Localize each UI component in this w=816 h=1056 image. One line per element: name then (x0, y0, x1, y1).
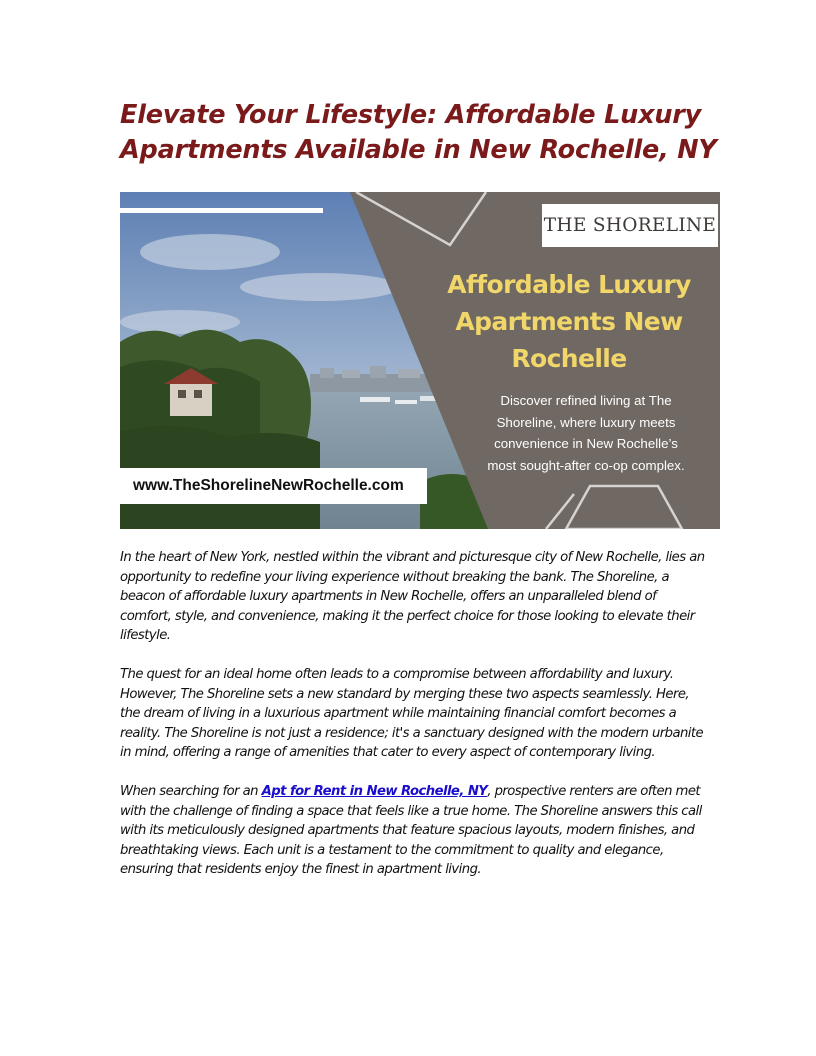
website-url-box (120, 468, 427, 504)
page-title: Elevate Your Lifestyle: Affordable Luxury Apartments Available in New Rochelle, NY (120, 100, 717, 165)
paragraph (120, 782, 708, 880)
banner-description (468, 390, 704, 476)
website-url: www.TheShorelineNewRochelle.com (133, 477, 404, 494)
banner-description-line: Discover refined living at The (500, 393, 672, 408)
paragraph-text: When searching for an (120, 784, 262, 799)
apt-for-rent-link[interactable]: Apt for Rent in New Rochelle, NY (261, 784, 488, 799)
paragraph-text: , prospective renters are often met with the challenge of finding a space that feels like a true home. The Shoreline answers this call with its meticulously designed apartments that feature spacious layouts, modern finishes, and breathtaking views. Each unit is a testament to the commitment to quality and elegance, ensuring that residents enjoy the finest in apartment living. (120, 784, 702, 877)
brand-logo-box (542, 204, 718, 247)
banner-headline-line: Apartments New (455, 307, 683, 336)
banner-headline (442, 266, 696, 377)
paragraph: In the heart of New York, nestled within the vibrant and picturesque city of New Rochelle, lies an opportunity to redefine your living experience without breaking the bank. The Shoreline, a beacon of affordable luxury apartments in New Rochelle, offers an unparalleled blend of comfort, style, and convenience, making it the perfect choice for those looking to elevate their lifestyle. (120, 550, 705, 643)
banner-description-line: most sought-after co-op complex. (487, 457, 685, 473)
banner-headline-line: Affordable Luxury (447, 270, 691, 299)
hero-banner-image (120, 192, 720, 529)
banner-headline-line: Rochelle (511, 344, 627, 373)
paragraph: The quest for an ideal home often leads to a compromise between affordability and luxury. However, The Shoreline sets a new standard by merging these two aspects seamlessly. Here, the dream of living in a luxurious apartment while maintaining financial comfort becomes a reality. The Shoreline is not just a residence; it's a sanctuary designed with the modern urbanite in mind, offering a range of amenities that cater to every aspect of contemporary living. (120, 667, 704, 760)
banner-description-line: convenience in New Rochelle’s (494, 436, 678, 451)
article-body (120, 548, 708, 899)
banner-description-line: Shoreline, where luxury meets (496, 414, 676, 430)
brand-name: THE SHORELINE (543, 215, 717, 236)
